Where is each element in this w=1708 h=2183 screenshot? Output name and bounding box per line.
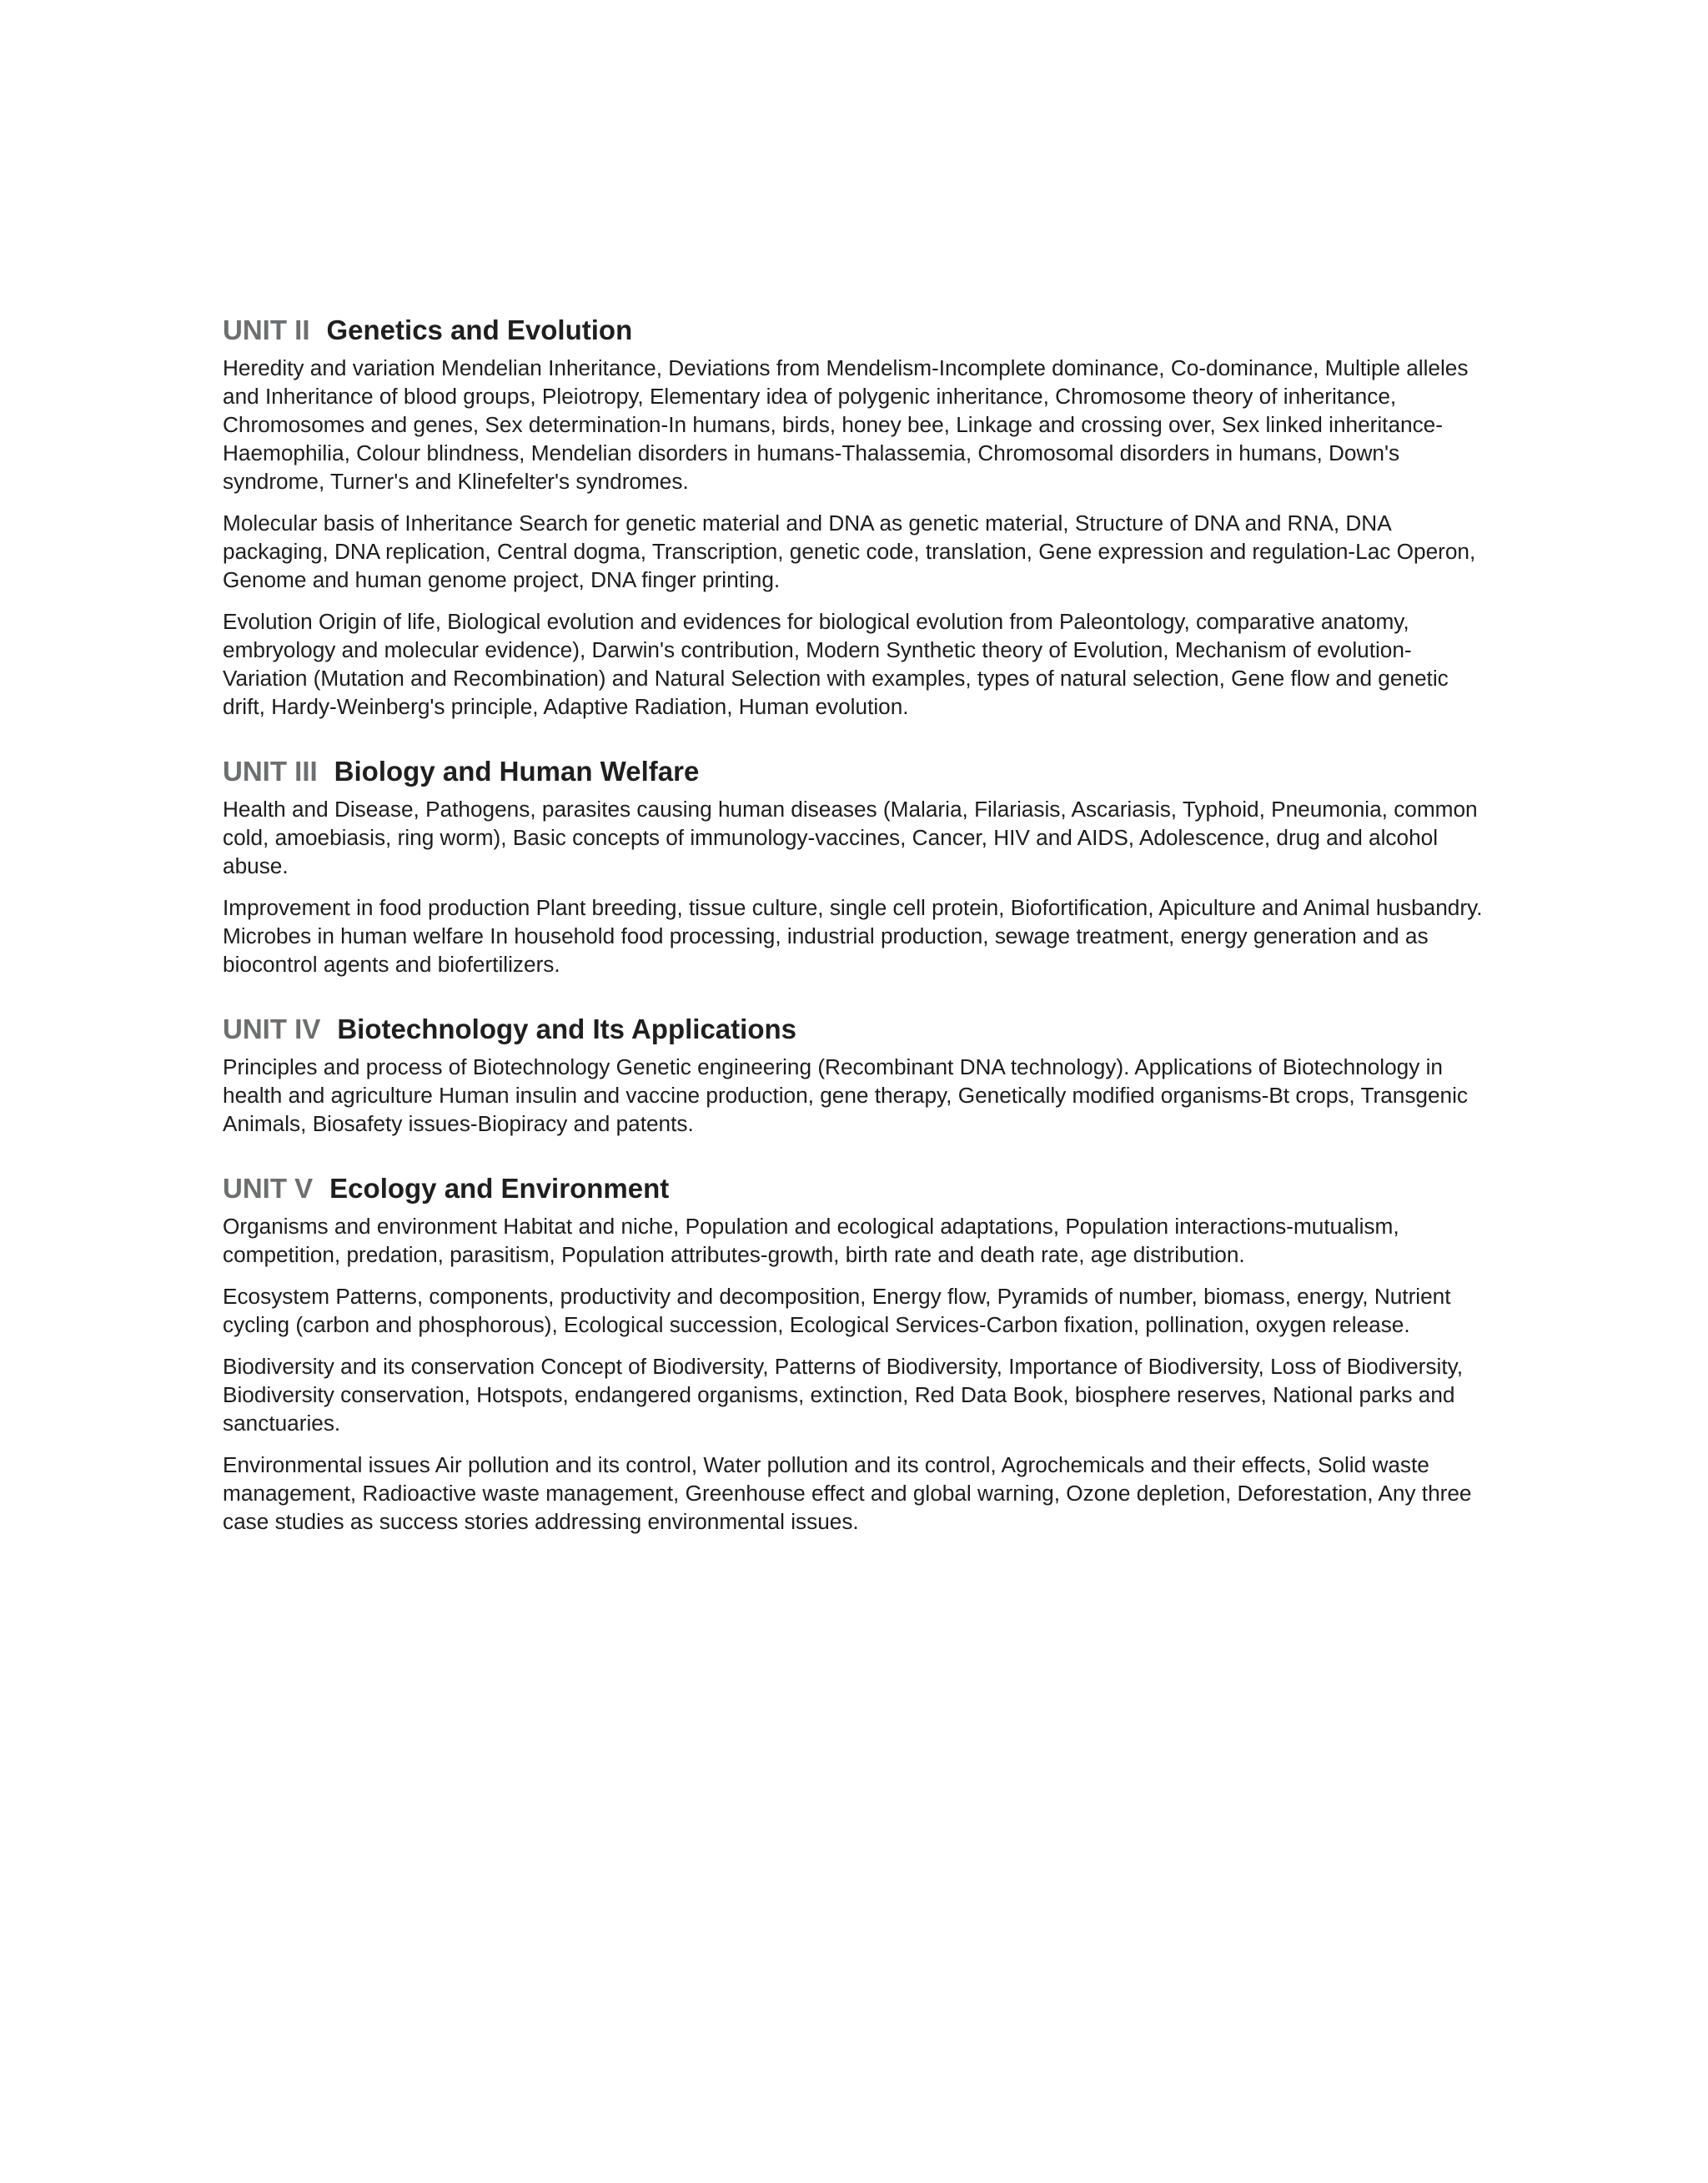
unit-2-title: Genetics and Evolution (326, 314, 633, 345)
unit-4-label: UNIT IV (223, 1014, 321, 1044)
unit-3-paragraph-food-production: Improvement in food production Plant breeding, tissue culture, single cell protein, Biofortification, Apiculture and Animal husbandry. Microbes in human welfare In household food processing, industrial production, sewage treatment, energy generation and as biocontrol agents and biofertilizers. (223, 895, 1483, 977)
unit-3-heading (223, 754, 1490, 789)
unit-3-title: Biology and Human Welfare (334, 756, 700, 787)
unit-5-section (223, 1171, 1490, 1536)
unit-2-paragraph-evolution: Evolution Origin of life, Biological evolution and evidences for biological evolution from Paleontology, comparative anatomy, embryology and molecular evidence), Darwin's contribution, Modern Synthetic theory of Evolution, Mechanism of evolution-Variation (Mutation and Recombination) and Natural Selection with examples, types of natural selection, Gene flow and genetic drift, Hardy-Weinberg's principle, Adaptive Radiation, Human evolution. (223, 609, 1449, 719)
unit-2-section (223, 313, 1490, 721)
unit-3-section (223, 754, 1490, 978)
syllabus-page (223, 313, 1490, 1569)
unit-5-heading (223, 1171, 1490, 1206)
unit-2-paragraph-heredity: Heredity and variation Mendelian Inheritance, Deviations from Mendelism-Incomplete dominance, Co-dominance, Multiple alleles and Inheritance of blood groups, Pleiotropy, Elementary idea of polygenic inheritance, Chromosome theory of inheritance, Chromosomes and genes, Sex determination-In humans, birds, honey bee, Linkage and crossing over, Sex linked inheritance-Haemophilia, Colour blindness, Mendelian disorders in humans-Thalassemia, Chromosomal disorders in humans, Down's syndrome, Turner's and Klinefelter's syndromes. (223, 355, 1469, 494)
unit-5-label: UNIT V (223, 1173, 314, 1204)
unit-5-paragraph-biodiversity: Biodiversity and its conservation Concept of Biodiversity, Patterns of Biodiversity, Importance of Biodiversity, Loss of Biodiversity, Biodiversity conservation, Hotspots, endangered organisms, extinction, Red Data Book, biosphere reserves, National parks and sanctuaries. (223, 1354, 1464, 1436)
unit-5-title: Ecology and Environment (329, 1173, 670, 1204)
unit-5-paragraph-environmental-issues: Environmental issues Air pollution and its control, Water pollution and its control, Agrochemicals and their effects, Solid waste management, Radioactive waste management, Greenhouse effect and global warning, Ozone depletion, Deforestation, Any three case studies as success stories addressing environmental issues. (223, 1452, 1472, 1534)
unit-5-paragraph-organisms-environment: Organisms and environment Habitat and niche, Population and ecological adaptations, Population interactions-mutualism, competition, predation, parasitism, Population attributes-growth, birth rate and death rate, age distribution. (223, 1214, 1399, 1267)
unit-2-label: UNIT II (223, 314, 310, 345)
unit-4-section (223, 1012, 1490, 1138)
unit-5-paragraph-ecosystem: Ecosystem Patterns, components, productivity and decomposition, Energy flow, Pyramids of number, biomass, energy, Nutrient cycling (carbon and phosphorous), Ecological succession, Ecological Services-Carbon fixation, pollination, oxygen release. (223, 1284, 1451, 1337)
unit-2-heading (223, 313, 1490, 348)
unit-4-heading (223, 1012, 1490, 1047)
unit-4-title: Biotechnology and Its Applications (337, 1014, 796, 1044)
unit-3-paragraph-health-disease: Health and Disease, Pathogens, parasites causing human diseases (Malaria, Filariasis, Ascariasis, Typhoid, Pneumonia, common cold, amoebiasis, ring worm), Basic concepts of immunology-vaccines, Cancer, HIV and AIDS, Adolescence, drug and alcohol abuse. (223, 797, 1478, 878)
unit-2-paragraph-molecular-basis: Molecular basis of Inheritance Search for genetic material and DNA as genetic material, Structure of DNA and RNA, DNA packaging, DNA replication, Central dogma, Transcription, genetic code, translation, Gene expression and regulation-Lac Operon, Genome and human genome project, DNA finger printing. (223, 511, 1476, 592)
unit-4-paragraph-biotechnology: Principles and process of Biotechnology Genetic engineering (Recombinant DNA technology). Applications of Biotechnology in health and agriculture Human insulin and vaccine production, gene therapy, Genetically modified organisms-Bt crops, Transgenic Animals, Biosafety issues-Biopiracy and patents. (223, 1054, 1469, 1136)
unit-3-label: UNIT III (223, 756, 318, 787)
